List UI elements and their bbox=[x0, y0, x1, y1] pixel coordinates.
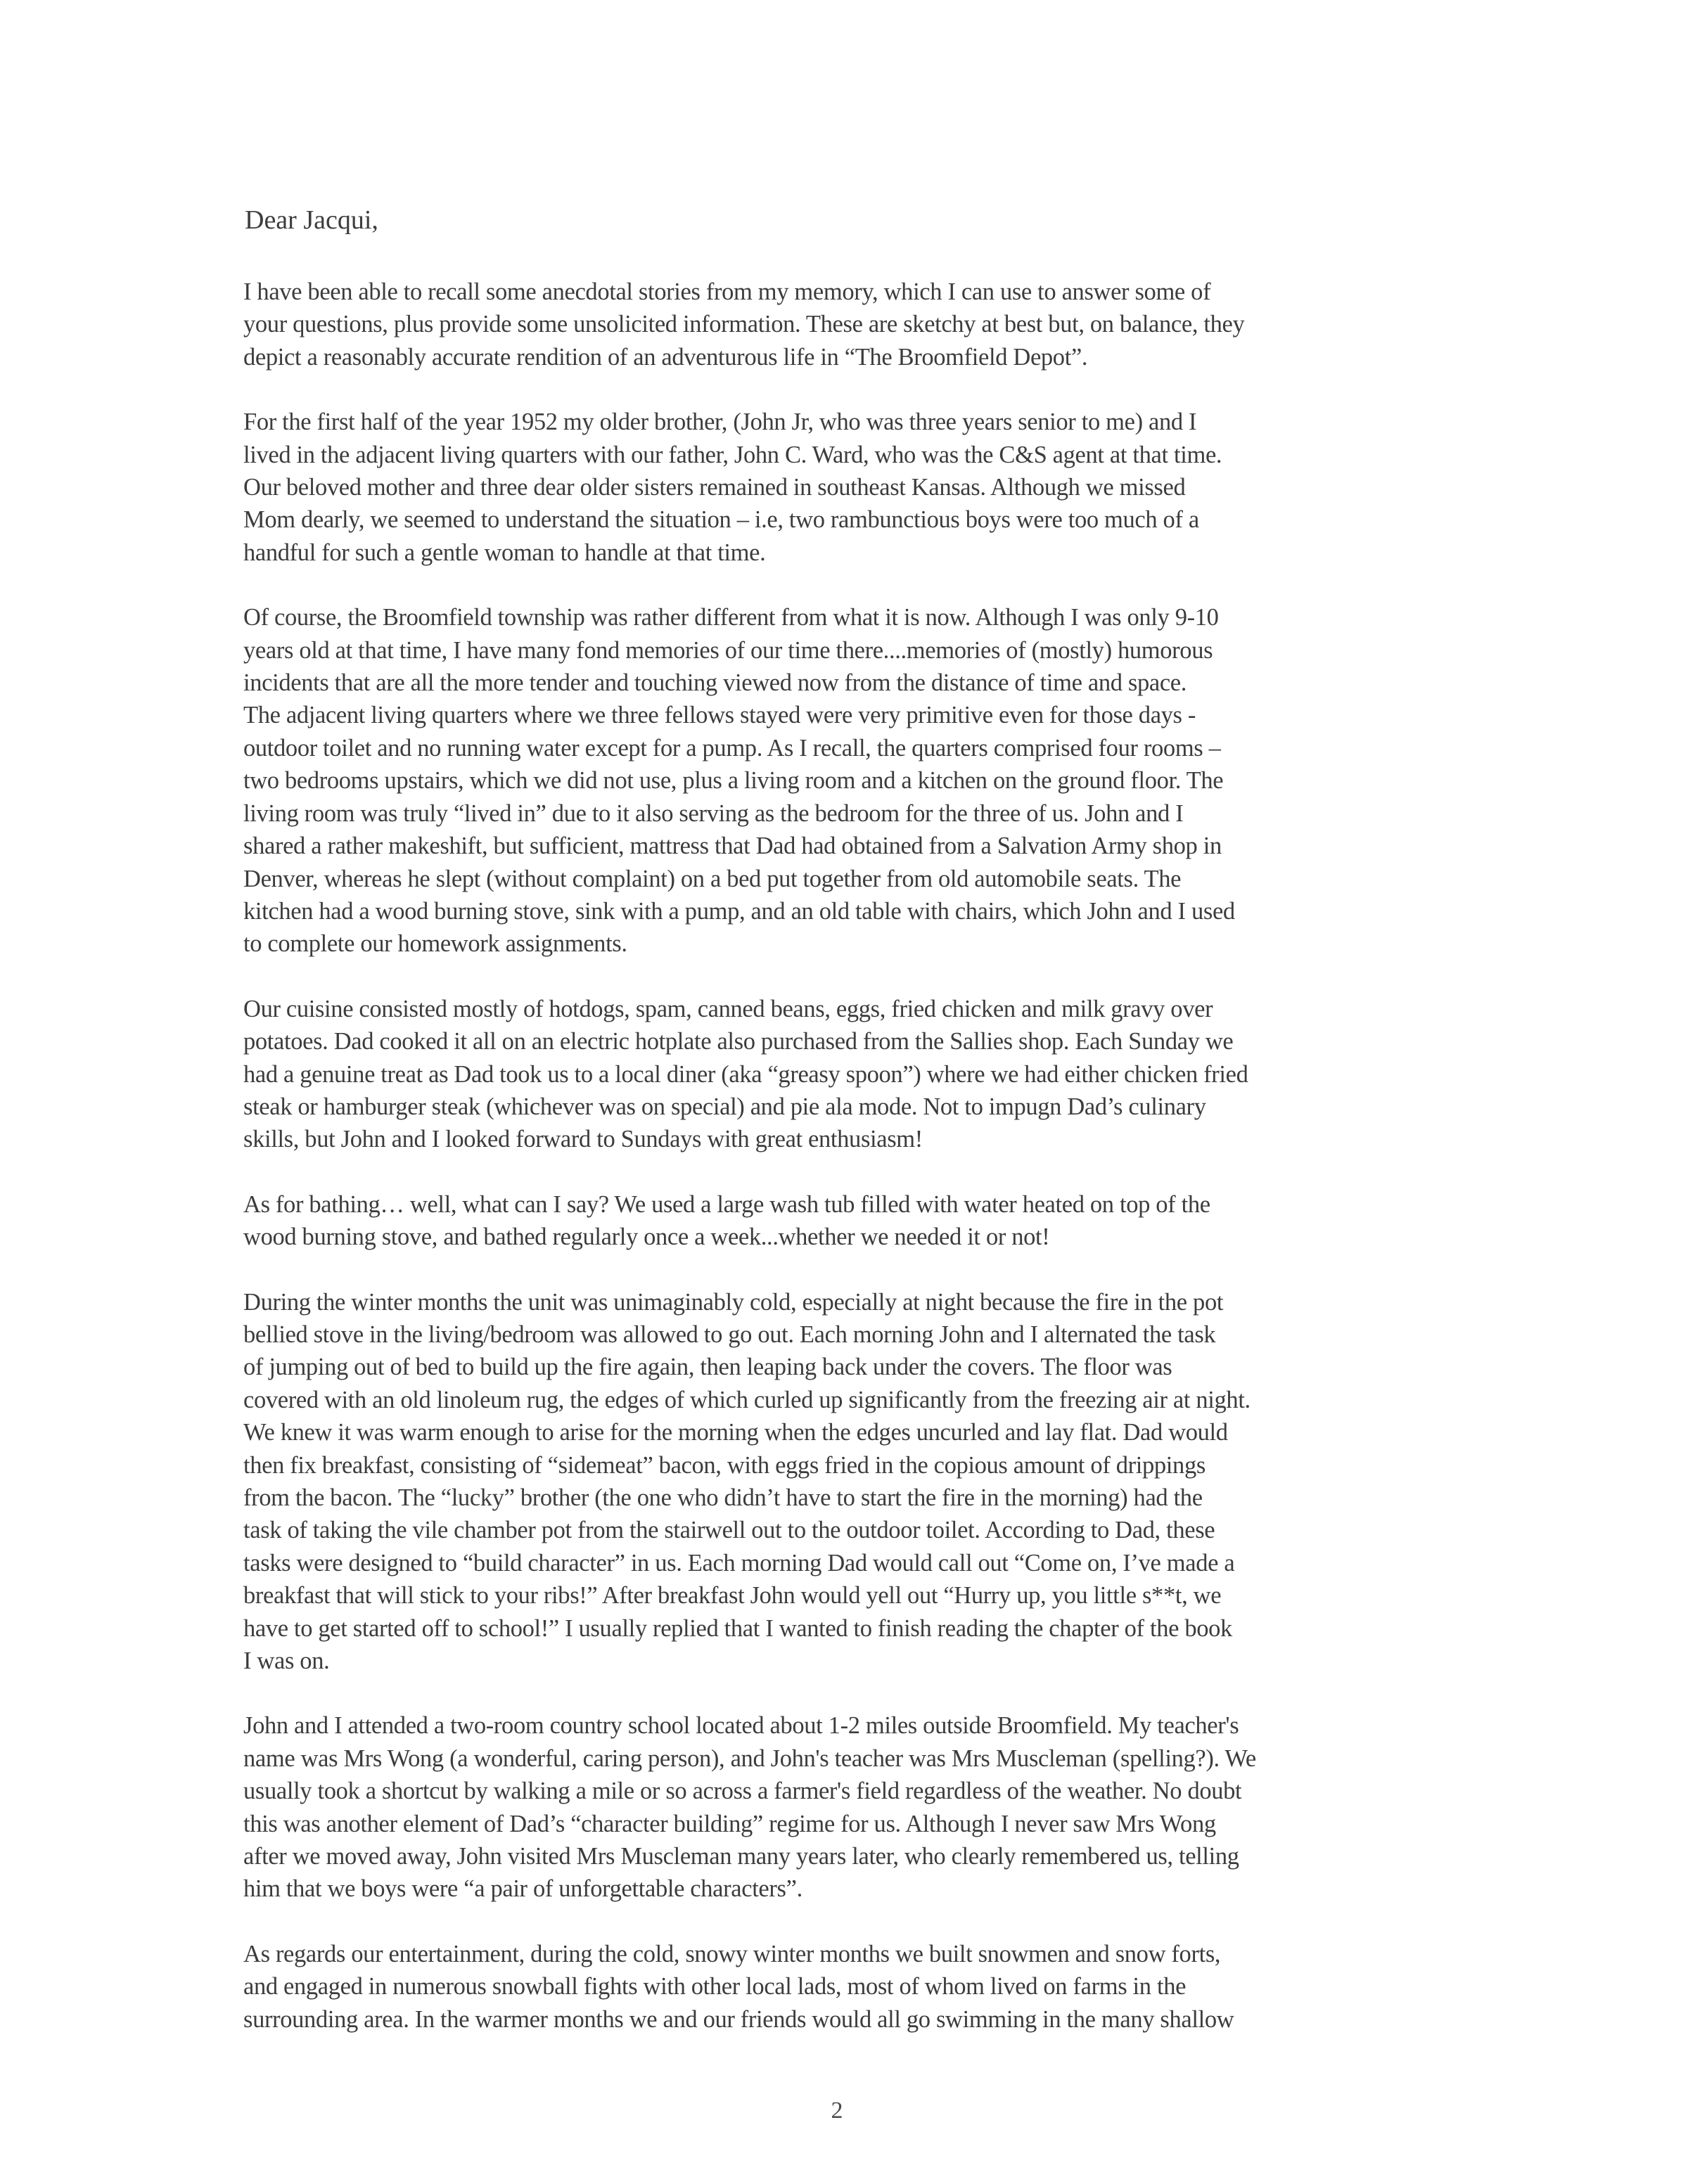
text-line: two bedrooms upstairs, which we did not use, plus a living room and a kitchen on the ground floor. The bbox=[243, 767, 1224, 795]
paragraph bbox=[243, 1938, 1460, 2036]
text-line: depict a reasonably accurate rendition of an adventurous life in “The Broomfield Depot”. bbox=[243, 343, 1088, 371]
text-line: Our beloved mother and three dear older sisters remained in southeast Kansas. Although we missed bbox=[243, 474, 1186, 501]
text-line: surrounding area. In the warmer months we and our friends would all go swimming in the many shallow bbox=[243, 2005, 1234, 2033]
salutation: Dear Jacqui, bbox=[245, 205, 378, 235]
text-line: I have been able to recall some anecdotal stories from my memory, which I can use to answer some of bbox=[243, 278, 1211, 305]
text-line: shared a rather makeshift, but sufficient, mattress that Dad had obtained from a Salvation Army shop in bbox=[243, 833, 1222, 860]
text-line: name was Mrs Wong (a wonderful, caring person), and John's teacher was Mrs Muscleman (spelling?). We bbox=[243, 1745, 1256, 1772]
text-line: handful for such a gentle woman to handle at that time. bbox=[243, 539, 766, 566]
text-line: from the bacon. The “lucky” brother (the one who didn’t have to start the fire in the morning) had the bbox=[243, 1484, 1203, 1511]
text-line: of jumping out of bed to build up the fire again, then leaping back under the covers. The floor was bbox=[243, 1354, 1172, 1381]
paragraph bbox=[243, 601, 1460, 960]
text-line: Of course, the Broomfield township was rather different from what it is now. Although I was only 9-10 bbox=[243, 604, 1219, 631]
text-line: potatoes. Dad cooked it all on an electric hotplate also purchased from the Sallies shop. Each Sunday we bbox=[243, 1028, 1234, 1055]
text-line: As regards our entertainment, during the cold, snowy winter months we built snowmen and snow forts, bbox=[243, 1940, 1221, 1967]
text-line: Denver, whereas he slept (without complaint) on a bed put together from old automobile seats. The bbox=[243, 865, 1182, 892]
text-line: him that we boys were “a pair of unforgettable characters”. bbox=[243, 1875, 803, 1903]
text-line: skills, but John and I looked forward to Sundays with great enthusiasm! bbox=[243, 1126, 923, 1153]
text-line: task of taking the vile chamber pot from the stairwell out to the outdoor toilet. According to Dad, these bbox=[243, 1517, 1215, 1544]
text-line: lived in the adjacent living quarters with our father, John C. Ward, who was the C&S agent at that time. bbox=[243, 441, 1222, 468]
text-line: incidents that are all the more tender and touching viewed now from the distance of time and space. bbox=[243, 669, 1187, 697]
text-line: this was another element of Dad’s “character building” regime for us. Although I never saw Mrs Wong bbox=[243, 1810, 1216, 1837]
text-line: covered with an old linoleum rug, the edges of which curled up significantly from the freezing air at night. bbox=[243, 1386, 1251, 1413]
text-line: Mom dearly, we seemed to understand the situation – i.e, two rambunctious boys were too much of a bbox=[243, 506, 1199, 534]
text-line: years old at that time, I have many fond memories of our time there....memories of (mostly) humorous bbox=[243, 636, 1213, 664]
text-line: tasks were designed to “build character” in us. Each morning Dad would call out “Come on, I’ve made a bbox=[243, 1549, 1235, 1576]
text-line: to complete our homework assignments. bbox=[243, 930, 627, 958]
text-line: living room was truly “lived in” due to it also serving as the bedroom for the three of us. John and I bbox=[243, 799, 1184, 827]
paragraph bbox=[243, 406, 1460, 569]
text-line: your questions, plus provide some unsolicited information. These are sketchy at best but, on balance, they bbox=[243, 311, 1245, 338]
text-line: John and I attended a two-room country school located about 1-2 miles outside Broomfield. My teacher's bbox=[243, 1712, 1239, 1740]
paragraph bbox=[243, 1709, 1460, 1905]
paragraph bbox=[243, 276, 1460, 373]
text-line: As for bathing… well, what can I say? We used a large wash tub filled with water heated on top of the bbox=[243, 1190, 1210, 1218]
page-number: 2 bbox=[831, 2098, 843, 2124]
text-line: wood burning stove, and bathed regularly once a week...whether we needed it or not! bbox=[243, 1223, 1050, 1251]
text-line: We knew it was warm enough to arise for the morning when the edges uncurled and lay flat. Dad would bbox=[243, 1419, 1228, 1446]
text-line: outdoor toilet and no running water except for a pump. As I recall, the quarters comprised four rooms – bbox=[243, 734, 1221, 762]
text-line: breakfast that will stick to your ribs!” After breakfast John would yell out “Hurry up, you little s**t, we bbox=[243, 1582, 1222, 1610]
text-line: Our cuisine consisted mostly of hotdogs, spam, canned beans, eggs, fried chicken and milk gravy over bbox=[243, 995, 1213, 1022]
text-line: During the winter months the unit was unimaginably cold, especially at night because the fire in the pot bbox=[243, 1288, 1224, 1316]
paragraph bbox=[243, 1188, 1460, 1254]
text-line: The adjacent living quarters where we three fellows stayed were very primitive even for those days - bbox=[243, 702, 1196, 729]
text-line: bellied stove in the living/bedroom was allowed to go out. Each morning John and I alternated the task bbox=[243, 1321, 1216, 1348]
text-line: then fix breakfast, consisting of “sidemeat” bacon, with eggs fried in the copious amount of drippings bbox=[243, 1451, 1206, 1479]
text-line: have to get started off to school!” I usually replied that I wanted to finish reading the chapter of the book bbox=[243, 1614, 1232, 1642]
text-line: after we moved away, John visited Mrs Muscleman many years later, who clearly remembered us, telling bbox=[243, 1843, 1239, 1870]
text-line: and engaged in numerous snowball fights with other local lads, most of whom lived on farms in the bbox=[243, 1973, 1187, 2000]
text-line: usually took a shortcut by walking a mile or so across a farmer's field regardless of the weather. No doubt bbox=[243, 1778, 1242, 1805]
text-line: I was on. bbox=[243, 1647, 330, 1675]
text-line: kitchen had a wood burning stove, sink with a pump, and an old table with chairs, which John and I used bbox=[243, 897, 1235, 925]
paragraph bbox=[243, 1286, 1460, 1678]
text-line: had a genuine treat as Dad took us to a local diner (aka “greasy spoon”) where we had either chicken fried bbox=[243, 1060, 1248, 1088]
paragraph bbox=[243, 993, 1460, 1156]
text-line: steak or hamburger steak (whichever was on special) and pie ala mode. Not to impugn Dad’s culinary bbox=[243, 1093, 1206, 1120]
letter-body bbox=[243, 276, 1460, 2068]
text-line: For the first half of the year 1952 my older brother, (John Jr, who was three years senior to me) and I bbox=[243, 409, 1197, 436]
